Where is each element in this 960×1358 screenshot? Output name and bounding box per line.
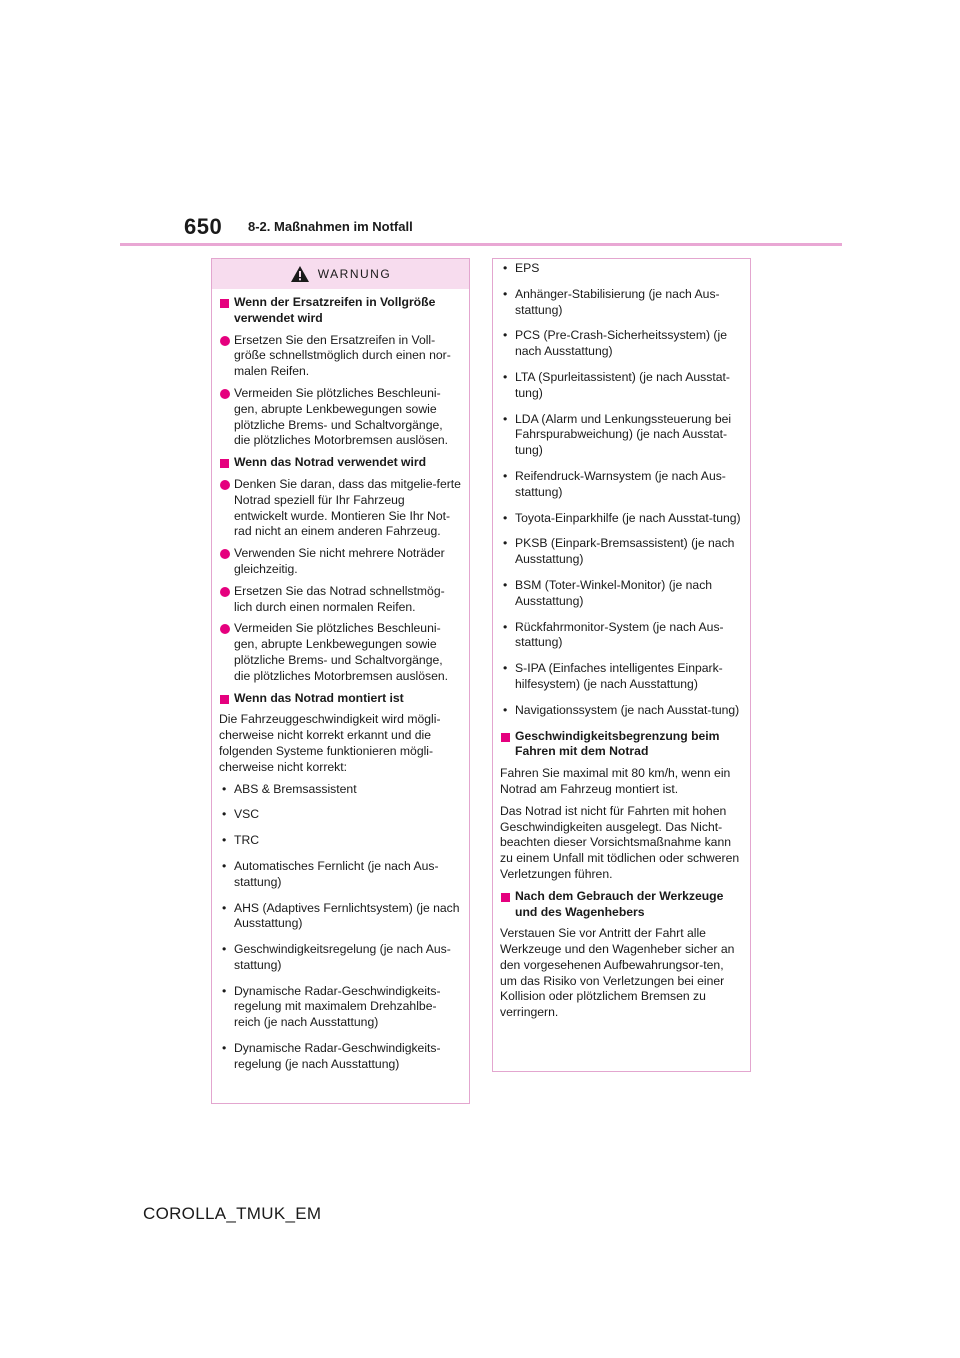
- bullet-item: • Anhänger-Stabilisierung (je nach Aus-stattung): [500, 287, 742, 319]
- header-rule: [120, 243, 842, 246]
- bullet-item: • Toyota-Einparkhilfe (je nach Ausstat-tung): [500, 511, 742, 527]
- page-number: 650: [184, 214, 223, 239]
- subheading: Nach dem Gebrauch der Werkzeuge und des Wagenhebers: [500, 889, 742, 921]
- document-code: COROLLA_TMUK_EM: [143, 1204, 322, 1223]
- paragraph: Fahren Sie maximal mit 80 km/h, wenn ein Notrad am Fahrzeug montiert ist.: [500, 766, 731, 796]
- warning-header: [212, 259, 469, 289]
- paragraph: Verstauen Sie vor Antritt der Fahrt alle Werkzeuge und den Wagenheber sicher an den vorgesehenen Aufbewahrungsor-ten, um das Risiko von Verletzungen bei einer Kollision oder plötzlichem Bremsen zu verringern.: [500, 926, 735, 1020]
- bullet-item: • ABS & Bremsassistent: [219, 782, 461, 798]
- bullet-item: • PKSB (Einpark-Bremsassistent) (je nach Ausstattung): [500, 536, 742, 568]
- bullet-item: • Reifendruck-Warnsystem (je nach Aus-stattung): [500, 469, 742, 501]
- bullet-item: • TRC: [219, 833, 461, 849]
- bullet-item: • Automatisches Fernlicht (je nach Aus-stattung): [219, 859, 461, 891]
- dot-item: Vermeiden Sie plötzliches Beschleuni-gen, abrupte Lenkbewegungen sowie plötzliche Brems- und Schaltvorgänge, die plötzliches Motorbremsen auslösen.: [219, 621, 461, 684]
- bullet-item: • AHS (Adaptives Fernlichtsystem) (je nach Ausstattung): [219, 901, 461, 933]
- bullet-item: • BSM (Toter-Winkel-Monitor) (je nach Ausstattung): [500, 578, 742, 610]
- bullet-item: • Rückfahrmonitor-System (je nach Aus-stattung): [500, 620, 742, 652]
- subheading: Wenn der Ersatzreifen in Vollgröße verwendet wird: [219, 295, 461, 327]
- section-title: 8-2. Maßnahmen im Notfall: [248, 219, 413, 234]
- warning-box-left: [211, 258, 470, 1104]
- paragraph: Das Notrad ist nicht für Fahrten mit hohen Geschwindigkeiten ausgelegt. Das Nicht-beachten dieser Vorsichtsmaßnahme kann zu einem Unfall mit tödlichen oder schweren Verletzungen führen.: [500, 803, 740, 881]
- bullet-item: • Dynamische Radar-Geschwindigkeits-regelung mit maximalem Drehzahlbe-reich (je nach Ausstattung): [219, 984, 461, 1031]
- dot-item: Vermeiden Sie plötzliches Beschleuni-gen, abrupte Lenkbewegungen sowie plötzliche Brems- und Schaltvorgänge, die plötzliches Motorbremsen auslösen.: [219, 386, 461, 449]
- bullet-item: • LTA (Spurleitassistent) (je nach Ausstat-tung): [500, 370, 742, 402]
- bullet-item: • LDA (Alarm und Lenkungssteuerung bei Fahrspurabweichung) (je nach Ausstat-tung): [500, 412, 742, 459]
- bullet-item: • VSC: [219, 807, 461, 823]
- dot-item: Verwenden Sie nicht mehrere Noträder gleichzeitig.: [219, 546, 461, 578]
- bullet-item: • Geschwindigkeitsregelung (je nach Aus-stattung): [219, 942, 461, 974]
- warning-title: WARNUNG: [317, 267, 392, 281]
- warning-content-right: [493, 259, 750, 1021]
- bullet-item: • EPS: [500, 261, 742, 277]
- bullet-item: • Navigationssystem (je nach Ausstat-tung): [500, 703, 742, 719]
- bullet-item: • Dynamische Radar-Geschwindigkeits-regelung (je nach Ausstattung): [219, 1041, 461, 1073]
- subheading: Wenn das Notrad verwendet wird: [219, 455, 461, 471]
- warning-box-right: [492, 258, 751, 1072]
- dot-item: Ersetzen Sie das Notrad schnellstmög-lich durch einen normalen Reifen.: [219, 584, 461, 616]
- subheading: Wenn das Notrad montiert ist: [219, 691, 461, 707]
- warning-triangle-icon: [290, 265, 310, 283]
- paragraph: Die Fahrzeuggeschwindigkeit wird mögli-cherweise nicht korrekt erkannt und die folgenden Systeme funktionieren mögli-cherweise nicht korrekt:: [219, 712, 441, 774]
- warning-content-left: [212, 289, 469, 1073]
- bullet-item: • S-IPA (Einfaches intelligentes Einpark-hilfesystem) (je nach Ausstattung): [500, 661, 742, 693]
- dot-item: Denken Sie daran, dass das mitgelie-ferte Notrad speziell für Ihr Fahrzeug entwickelt wurde. Montieren Sie Ihr Not-rad nicht an einem anderen Fahrzeug.: [219, 477, 461, 540]
- bullet-item: • PCS (Pre-Crash-Sicherheitssystem) (je nach Ausstattung): [500, 328, 742, 360]
- subheading: Geschwindigkeitsbegrenzung beim Fahren mit dem Notrad: [500, 729, 742, 761]
- dot-item: Ersetzen Sie den Ersatzreifen in Voll-größe schnellstmöglich durch einen nor-malen Reifen.: [219, 333, 461, 380]
